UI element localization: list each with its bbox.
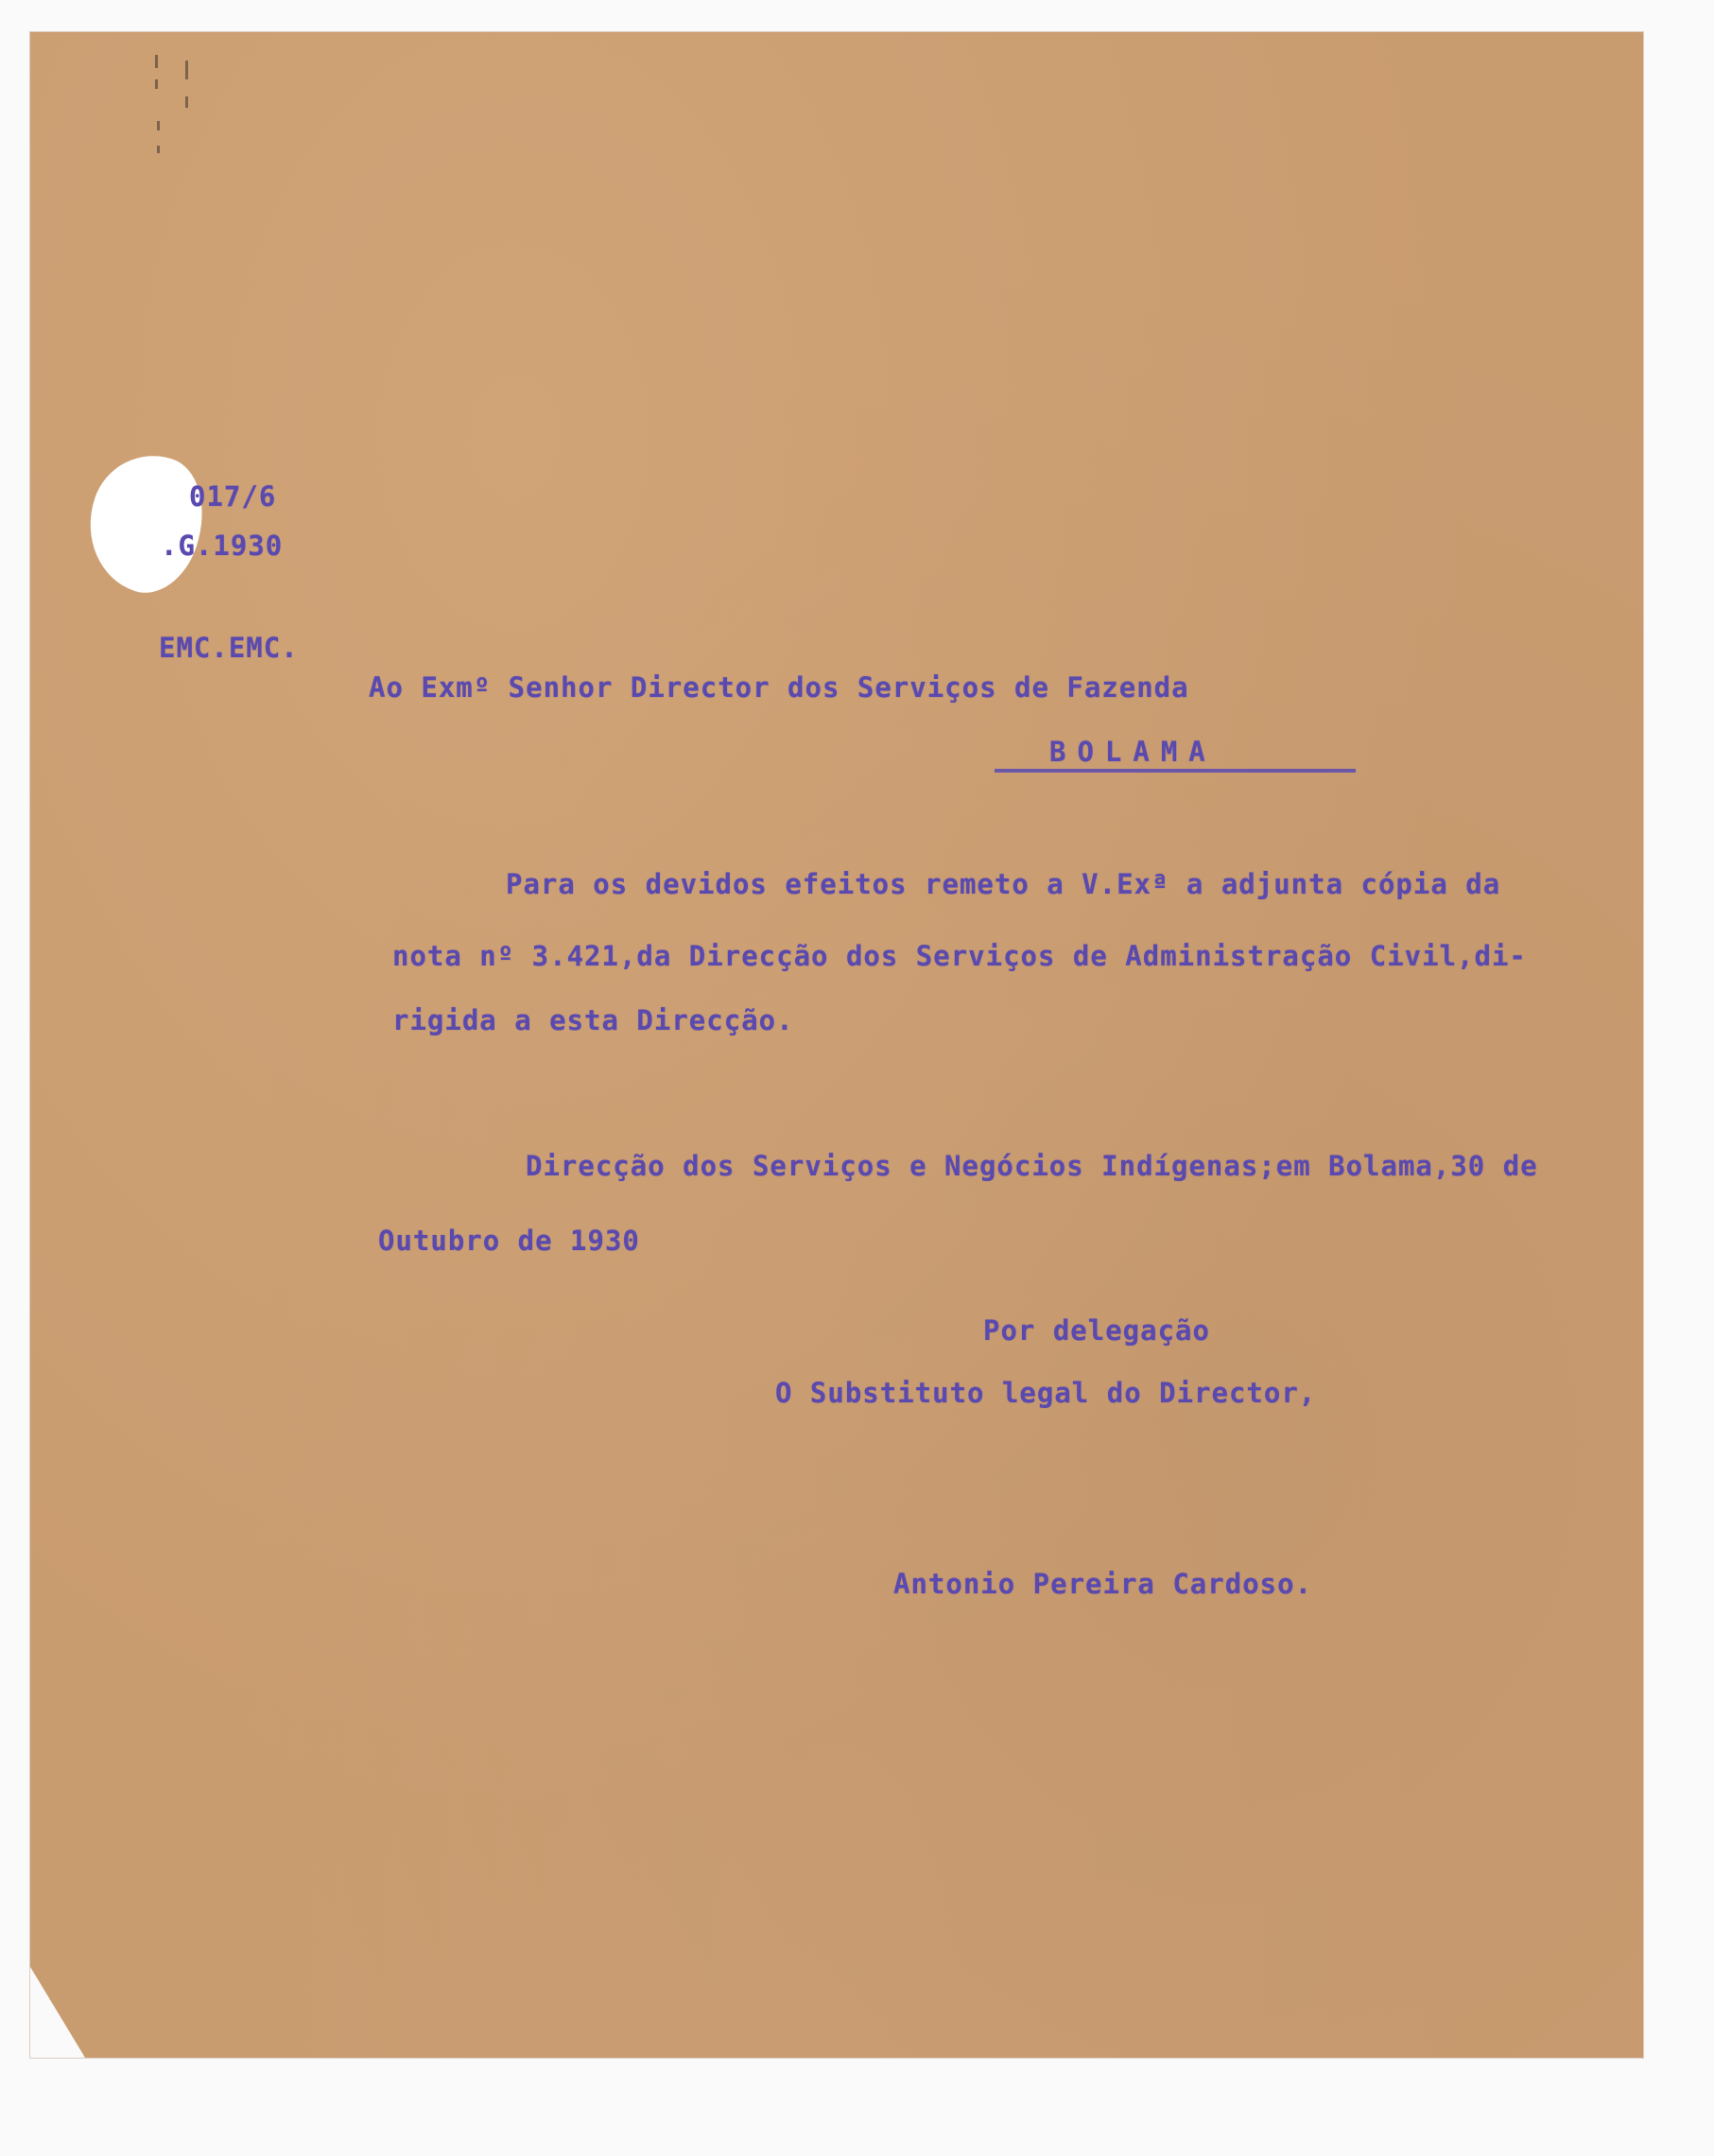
addressee-line: Ao Exmº Senhor Director dos Serviços de Fazenda [369,671,1189,704]
paper-corner-tear [30,1967,85,2058]
closing-line: Direcção dos Serviços e Negócios Indígenas;em Bolama,30 de [526,1150,1538,1182]
signature-delegation: Por delegação [983,1314,1210,1347]
reference-date: .G.1930 [161,530,284,562]
body-line: nota nº 3.421,da Direcção dos Serviços de Administração Civil,di- [392,940,1527,972]
signature-title: O Substituto legal do Director, [775,1377,1317,1409]
document-sheet [30,32,1643,2058]
signatory-name: Antonio Pereira Cardoso. [893,1568,1313,1600]
staple-marks [151,55,189,178]
place-underline [995,769,1356,773]
body-line: Para os devidos efeitos remeto a V.Exª a adjunta cópia da [506,868,1501,900]
reference-number: 017/6 [189,480,277,513]
body-line: rigida a esta Direcção. [392,1004,794,1036]
typist-initials: EMC.EMC. [159,632,299,664]
destination-place: BOLAMA [1049,736,1217,768]
closing-date-line: Outubro de 1930 [378,1225,640,1257]
